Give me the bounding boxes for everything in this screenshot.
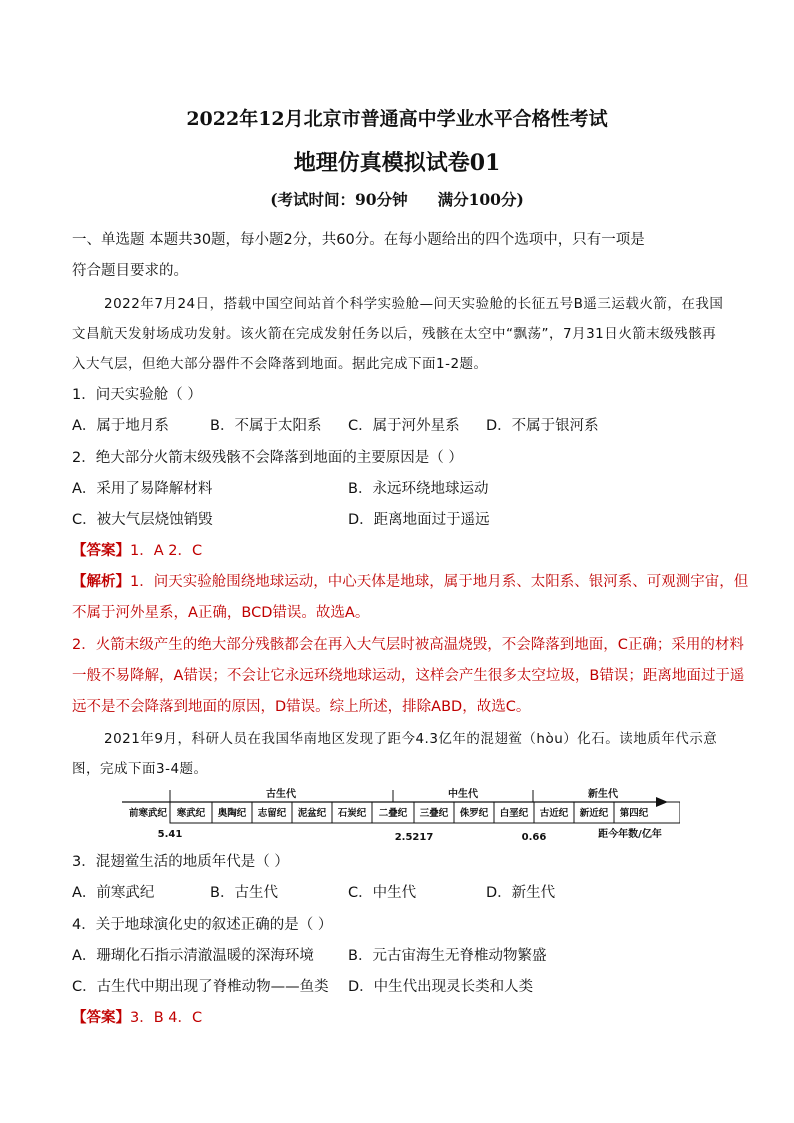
age-label-25217: 2.5217 xyxy=(394,832,434,842)
q2-option-c: C．被大气层烧蚀销毁 xyxy=(72,512,213,528)
answer2-text: 3．B 4．C xyxy=(130,1010,203,1026)
q3-stem: 3．混翅鲎生活的地质年代是（ ） xyxy=(72,854,289,870)
exam-info xyxy=(0,188,794,210)
answer2-head: 【答案】 xyxy=(72,1010,130,1026)
q3-option-c: C．中生代 xyxy=(348,885,417,901)
q4-stem: 4．关于地球演化史的叙述正确的是（ ） xyxy=(72,917,333,933)
paper-title: 地理仿真模拟试卷01 xyxy=(293,150,501,176)
geologic-timeline-figure xyxy=(110,780,680,842)
age-label-541: 5.41 xyxy=(157,829,183,840)
answer2 xyxy=(72,1006,202,1027)
q4-option-a: A．珊瑚化石指示清澈温暖的深海环境 xyxy=(72,948,314,964)
q4-option-b: B．元古宙海生无脊椎动物繁盛 xyxy=(348,948,547,964)
period-silurian: 志留纪 xyxy=(257,808,287,819)
q2-option-b: B．永远环绕地球运动 xyxy=(348,481,489,497)
q1-option-b: B．不属于太阳系 xyxy=(210,418,322,434)
analysis1-line4: 一般不易降解，A错误；不会让它永远环绕地球运动，这样会产生很多太空垃圾，B错误；距离地面过于遥 xyxy=(72,668,745,684)
period-ordovician: 奥陶纪 xyxy=(217,808,247,819)
full-score: 满分100分) xyxy=(437,190,524,209)
q2-option-d: D．距离地面过于遥远 xyxy=(348,512,490,528)
passage1-line3: 入大气层，但绝大部分器件不会降落到地面。据此完成下面1-2题。 xyxy=(72,356,488,372)
analysis1-line1 xyxy=(72,570,748,591)
q1-option-c: C．属于河外星系 xyxy=(348,418,460,434)
period-cambrian: 寒武纪 xyxy=(176,808,206,819)
answer1-head: 【答案】 xyxy=(72,543,130,559)
section-heading-line2: 符合题目要求的。 xyxy=(72,263,188,279)
period-devonian: 泥盆纪 xyxy=(297,808,327,819)
period-paleogene: 古近纪 xyxy=(539,808,569,819)
period-quaternary: 第四纪 xyxy=(619,808,649,819)
q3-option-a: A．前寒武纪 xyxy=(72,885,155,901)
q4-option-c: C．古生代中期出现了脊椎动物——鱼类 xyxy=(72,979,329,995)
period-precambrian: 前寒武纪 xyxy=(128,808,168,819)
q1-option-a: A．属于地月系 xyxy=(72,418,169,434)
q4-option-d: D．中生代出现灵长类和人类 xyxy=(348,979,534,995)
exam-time: (考试时间：90分钟 xyxy=(270,190,408,209)
era-label-mesozoic: 中生代 xyxy=(448,789,478,800)
q2-option-a: A．采用了易降解材料 xyxy=(72,481,213,497)
q1-option-d: D．不属于银河系 xyxy=(486,418,599,434)
q3-option-d: D．新生代 xyxy=(486,885,556,901)
era-label-paleozoic: 古生代 xyxy=(266,789,296,800)
passage2-line1: 2021年9月，科研人员在我国华南地区发现了距今4.3亿年的混翅鲎（hòu）化石。读地质年代示意 xyxy=(104,731,718,747)
analysis1-line2: 不属于河外星系，A正确，BCD错误。故选A。 xyxy=(72,605,370,621)
answer1-text: 1．A 2．C xyxy=(130,543,203,559)
period-jurassic: 侏罗纪 xyxy=(459,808,489,819)
period-neogene: 新近纪 xyxy=(579,808,609,819)
period-carboniferous: 石炭纪 xyxy=(337,808,367,819)
era-label-cenozoic: 新生代 xyxy=(588,789,618,800)
passage1-line1: 2022年7月24日，搭载中国空间站首个科学实验舱—问天实验舱的长征五号B遥三运载火箭，在我国 xyxy=(104,296,724,312)
passage2-line2: 图，完成下面3-4题。 xyxy=(72,761,208,777)
analysis1-line5: 远不是不会降落到地面的原因，D错误。综上所述，排除ABD，故选C。 xyxy=(72,699,531,715)
analysis1-line3: 2．火箭末级产生的绝大部分残骸都会在再入大气层时被高温烧毁，不会降落到地面，C正确；采用的材料 xyxy=(72,637,744,653)
analysis1-text1: 1．问天实验舱围绕地球运动，中心天体是地球，属于地月系、太阳系、银河系、可观测宇宙，但 xyxy=(130,574,749,590)
section-heading-line1: 一、单选题 本题共30题，每小题2分，共60分。在每小题给出的四个选项中，只有一项是 xyxy=(72,232,645,248)
period-cretaceous: 白垩纪 xyxy=(499,808,529,819)
period-triassic: 三叠纪 xyxy=(419,808,449,819)
passage1-line2: 文昌航天发射场成功发射。该火箭在完成发射任务以后，残骸在太空中“飘荡”，7月31日火箭末级残骸再 xyxy=(72,326,717,342)
analysis1-head: 【解析】 xyxy=(72,574,130,590)
axis-label: 距今年数/亿年 xyxy=(598,829,662,840)
q3-option-b: B．古生代 xyxy=(210,885,278,901)
q1-stem: 1．问天实验舱（ ） xyxy=(72,387,202,403)
age-label-066: 0.66 xyxy=(521,832,547,842)
answer1 xyxy=(72,539,202,560)
exam-title: 2022年12月北京市普通高中学业水平合格性考试 xyxy=(186,108,608,130)
period-permian: 二叠纪 xyxy=(378,808,408,819)
q2-stem: 2．绝大部分火箭末级残骸不会降落到地面的主要原因是（ ） xyxy=(72,450,463,466)
